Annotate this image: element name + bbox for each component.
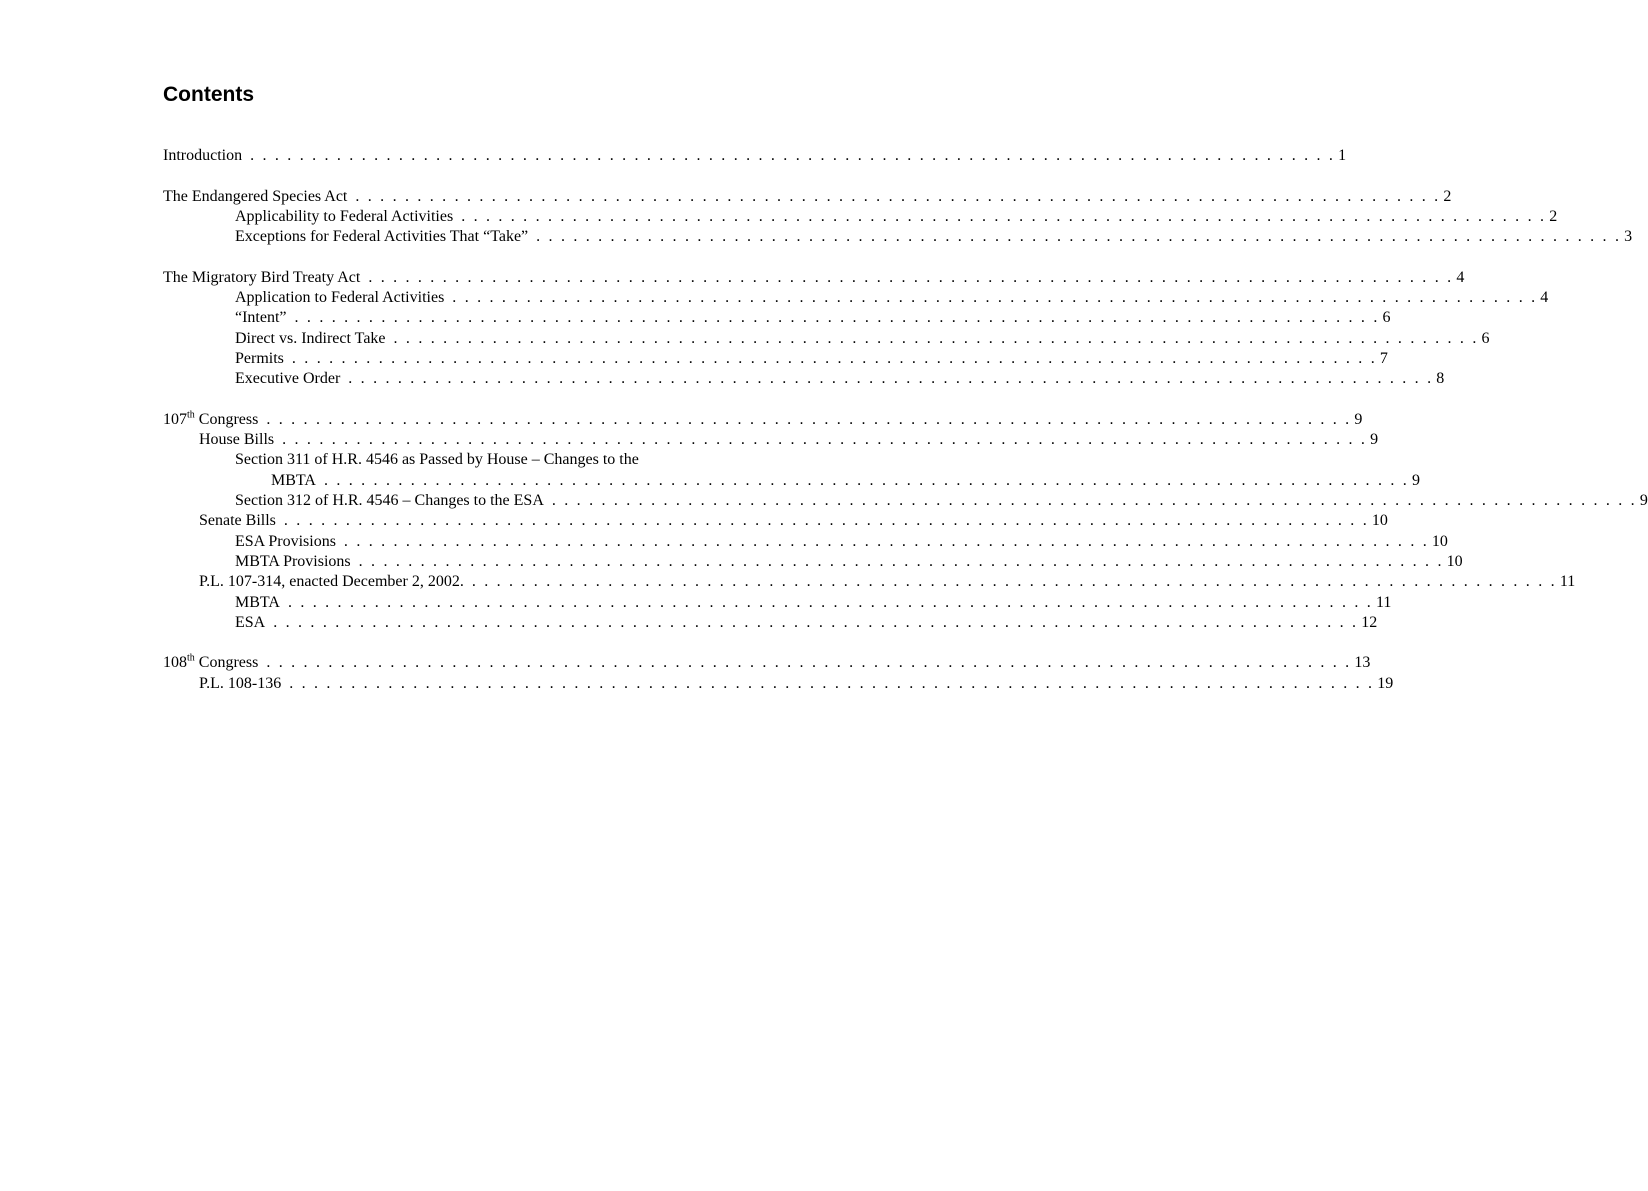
dot-leader: . . . . . . . . . . . . . . . . . . . . . . . . . . . . . . . . . . . . . . . . . . . . . . . . . . . . . . . . . . . . . . . . . . . . . . . . . . . . . . . . . . . . . . . . — [282, 431, 1368, 449]
toc-page-number: 9 — [1411, 471, 1420, 489]
toc-entry-permits[interactable] — [163, 349, 1388, 369]
ordinal-suffix: th — [187, 653, 195, 665]
dot-leader: . . . . . . . . . . . . . . . . . . . . . . . . . . . . . . . . . . . . . . . . . . . . . . . . . . . . . . . . . . . . . . . . . . . . . . . . . . . . . . . . . . . . . . . . — [358, 552, 1444, 570]
toc-page-number: 9 — [1370, 431, 1379, 449]
toc-entry-introduction[interactable] — [163, 146, 1347, 166]
toc-entry-endangered-species-act[interactable] — [163, 187, 1452, 207]
congress-word: Congress — [194, 654, 259, 672]
dot-leader: . . . . . . . . . . . . . . . . . . . . . . . . . . . . . . . . . . . . . . . . . . . . . . . . . . . . . . . . . . . . . . . . . . . . . . . . . . . . . . . . . . . . . . . . — [452, 289, 1538, 307]
toc-page-number: 19 — [1377, 674, 1394, 692]
toc-entry-application-federal[interactable] — [163, 288, 1549, 308]
toc-entry-label: MBTA Provisions — [235, 552, 351, 570]
dot-leader: . . . . . . . . . . . . . . . . . . . . . . . . . . . . . . . . . . . . . . . . . . . . . . . . . . . . . . . . . . . . . . . . . . . . . . . . . . . . . . . . . . . . . . . . — [355, 187, 1441, 205]
toc-entry-108th-congress[interactable] — [163, 653, 1371, 673]
toc-entry-label: Exceptions for Federal Activities That “Take” — [235, 228, 529, 246]
dot-leader: . . . . . . . . . . . . . . . . . . . . . . . . . . . . . . . . . . . . . . . . . . . . . . . . . . . . . . . . . . . . . . . . . . . . . . . . . . . . . . . . . . . . . . . . — [348, 370, 1434, 388]
toc-entry-label: Section 311 of H.R. 4546 as Passed by House – Changes to the — [235, 451, 639, 469]
toc-entry-label: Executive Order — [235, 370, 341, 388]
toc-entry-label: ESA Provisions — [235, 532, 336, 550]
toc-entry-section-311-line2[interactable] — [163, 471, 1420, 491]
dot-leader: . . . . . . . . . . . . . . . . . . . . . . . . . . . . . . . . . . . . . . . . . . . . . . . . . . . . . . . . . . . . . . . . . . . . . . . . . . . . . . . . . . . . . . . . — [536, 228, 1622, 246]
toc-page-number: 4 — [1540, 289, 1549, 307]
toc-page-number: 2 — [1549, 207, 1558, 225]
dot-leader: . . . . . . . . . . . . . . . . . . . . . . . . . . . . . . . . . . . . . . . . . . . . . . . . . . . . . . . . . . . . . . . . . . . . . . . . . . . . . . . . . . . . . . . . — [266, 654, 1352, 672]
toc-entry-executive-order[interactable] — [163, 369, 1445, 389]
dot-leader: . . . . . . . . . . . . . . . . . . . . . . . . . . . . . . . . . . . . . . . . . . . . . . . . . . . . . . . . . . . . . . . . . . . . . . . . . . . . . . . . . . . . . . . . — [471, 573, 1557, 591]
dot-leader: . . . . . . . . . . . . . . . . . . . . . . . . . . . . . . . . . . . . . . . . . . . . . . . . . . . . . . . . . . . . . . . . . . . . . . . . . . . . . . . . . . . . . . . . — [368, 268, 1454, 286]
dot-leader: . . . . . . . . . . . . . . . . . . . . . . . . . . . . . . . . . . . . . . . . . . . . . . . . . . . . . . . . . . . . . . . . . . . . . . . . . . . . . . . . . . . . . . . . — [323, 471, 1409, 489]
toc-entry-house-bills[interactable] — [163, 430, 1379, 450]
toc-entry-esa[interactable] — [163, 613, 1378, 633]
congress-number: 107 — [163, 410, 187, 428]
toc-page-number: 6 — [1481, 329, 1490, 347]
toc-page-number: 6 — [1382, 309, 1391, 327]
dot-leader: . . . . . . . . . . . . . . . . . . . . . . . . . . . . . . . . . . . . . . . . . . . . . . . . . . . . . . . . . . . . . . . . . . . . . . . . . . . . . . . . . . . . . . . . — [393, 329, 1479, 347]
toc-entry-label: The Migratory Bird Treaty Act — [163, 268, 361, 286]
toc-entry-label: MBTA — [271, 471, 316, 489]
toc-page-number: 11 — [1559, 573, 1576, 591]
congress-word: Congress — [194, 410, 259, 428]
toc-entry-label — [163, 653, 258, 673]
toc-entry-mbta[interactable] — [163, 593, 1392, 613]
table-of-contents — [163, 146, 1648, 694]
toc-page-number: 8 — [1436, 370, 1445, 388]
toc-entry-label: P.L. 107-314, enacted December 2, 2002. — [199, 573, 464, 591]
dot-leader: . . . . . . . . . . . . . . . . . . . . . . . . . . . . . . . . . . . . . . . . . . . . . . . . . . . . . . . . . . . . . . . . . . . . . . . . . . . . . . . . . . . . . . . . — [273, 613, 1359, 631]
dot-leader: . . . . . . . . . . . . . . . . . . . . . . . . . . . . . . . . . . . . . . . . . . . . . . . . . . . . . . . . . . . . . . . . . . . . . . . . . . . . . . . . . . . . . . . . — [250, 147, 1336, 164]
toc-entry-label: The Endangered Species Act — [163, 187, 348, 205]
toc-entry-pl-107-314[interactable] — [163, 572, 1576, 592]
toc-entry-label: Permits — [235, 349, 284, 367]
dot-leader: . . . . . . . . . . . . . . . . . . . . . . . . . . . . . . . . . . . . . . . . . . . . . . . . . . . . . . . . . . . . . . . . . . . . . . . . . . . . . . . . . . . . . . . . — [343, 532, 1429, 550]
toc-entry-label: Introduction — [163, 147, 243, 164]
toc-entry-pl-108-136[interactable] — [163, 674, 1394, 694]
dot-leader: . . . . . . . . . . . . . . . . . . . . . . . . . . . . . . . . . . . . . . . . . . . . . . . . . . . . . . . . . . . . . . . . . . . . . . . . . . . . . . . . . . . . . . . . — [283, 512, 1369, 530]
toc-entry-label: MBTA — [235, 593, 280, 611]
toc-entry-label: House Bills — [199, 431, 275, 449]
toc-page-number: 3 — [1624, 228, 1633, 246]
toc-entry-exceptions-take[interactable] — [163, 227, 1633, 247]
toc-entry-intent[interactable] — [163, 308, 1391, 328]
toc-entry-applicability-federal[interactable] — [163, 207, 1558, 227]
toc-entry-senate-bills[interactable] — [163, 511, 1388, 531]
toc-page-number: 12 — [1361, 613, 1378, 631]
page-title: Contents — [163, 83, 254, 106]
dot-leader: . . . . . . . . . . . . . . . . . . . . . . . . . . . . . . . . . . . . . . . . . . . . . . . . . . . . . . . . . . . . . . . . . . . . . . . . . . . . . . . . . . . . . . . . — [289, 674, 1375, 692]
ordinal-suffix: th — [187, 409, 195, 421]
toc-entry-label: Direct vs. Indirect Take — [235, 329, 386, 347]
toc-entry-migratory-bird-treaty-act[interactable] — [163, 268, 1465, 288]
toc-entry-direct-indirect-take[interactable] — [163, 329, 1490, 349]
toc-entry-section-311-line1[interactable] — [163, 450, 758, 470]
toc-page-number: 11 — [1375, 593, 1392, 611]
dot-leader: . . . . . . . . . . . . . . . . . . . . . . . . . . . . . . . . . . . . . . . . . . . . . . . . . . . . . . . . . . . . . . . . . . . . . . . . . . . . . . . . . . . . . . . . — [294, 309, 1380, 327]
dot-leader: . . . . . . . . . . . . . . . . . . . . . . . . . . . . . . . . . . . . . . . . . . . . . . . . . . . . . . . . . . . . . . . . . . . . . . . . . . . . . . . . . . . . . . . . — [461, 207, 1547, 225]
toc-page-number: 10 — [1371, 512, 1388, 530]
dot-leader: . . . . . . . . . . . . . . . . . . . . . . . . . . . . . . . . . . . . . . . . . . . . . . . . . . . . . . . . . . . . . . . . . . . . . . . . . . . . . . . . . . . . . . . . — [291, 349, 1377, 367]
toc-page-number: 10 — [1431, 532, 1448, 550]
toc-page-number: 1 — [1338, 147, 1347, 164]
toc-page-number: 13 — [1354, 654, 1371, 672]
dot-leader: . . . . . . . . . . . . . . . . . . . . . . . . . . . . . . . . . . . . . . . . . . . . . . . . . . . . . . . . . . . . . . . . . . . . . . . . . . . . . . . . . . . . . . . . — [266, 410, 1352, 428]
toc-page-number: 4 — [1456, 268, 1465, 286]
toc-entry-label: “Intent” — [235, 309, 287, 327]
toc-entry-107th-congress[interactable] — [163, 409, 1363, 430]
toc-page-number: 9 — [1354, 410, 1363, 428]
toc-entry-label — [163, 410, 258, 430]
congress-number: 108 — [163, 654, 187, 672]
toc-entry-section-312[interactable] — [163, 491, 1648, 511]
toc-page-number: 10 — [1446, 552, 1463, 570]
toc-entry-label: P.L. 108-136 — [199, 674, 282, 692]
dot-leader: . . . . . . . . . . . . . . . . . . . . . . . . . . . . . . . . . . . . . . . . . . . . . . . . . . . . . . . . . . . . . . . . . . . . . . . . . . . . . . . . . . . . . . . . — [287, 593, 1373, 611]
toc-entry-mbta-provisions[interactable] — [163, 552, 1463, 572]
toc-page-number: 9 — [1639, 492, 1648, 510]
toc-entry-label: Senate Bills — [199, 512, 276, 530]
toc-page-number: 7 — [1379, 349, 1388, 367]
dot-leader: . . . . . . . . . . . . . . . . . . . . . . . . . . . . . . . . . . . . . . . . . . . . . . . . . . . . . . . . . . . . . . . . . . . . . . . . . . . . . . . . . . . . . . . . — [551, 492, 1637, 510]
toc-page-number: 2 — [1443, 187, 1452, 205]
toc-entry-label: ESA — [235, 613, 266, 631]
toc-entry-label: Application to Federal Activities — [235, 289, 445, 307]
toc-entry-label: Section 312 of H.R. 4546 – Changes to the ESA — [235, 492, 544, 510]
toc-entry-esa-provisions[interactable] — [163, 532, 1448, 552]
toc-entry-label: Applicability to Federal Activities — [235, 207, 454, 225]
